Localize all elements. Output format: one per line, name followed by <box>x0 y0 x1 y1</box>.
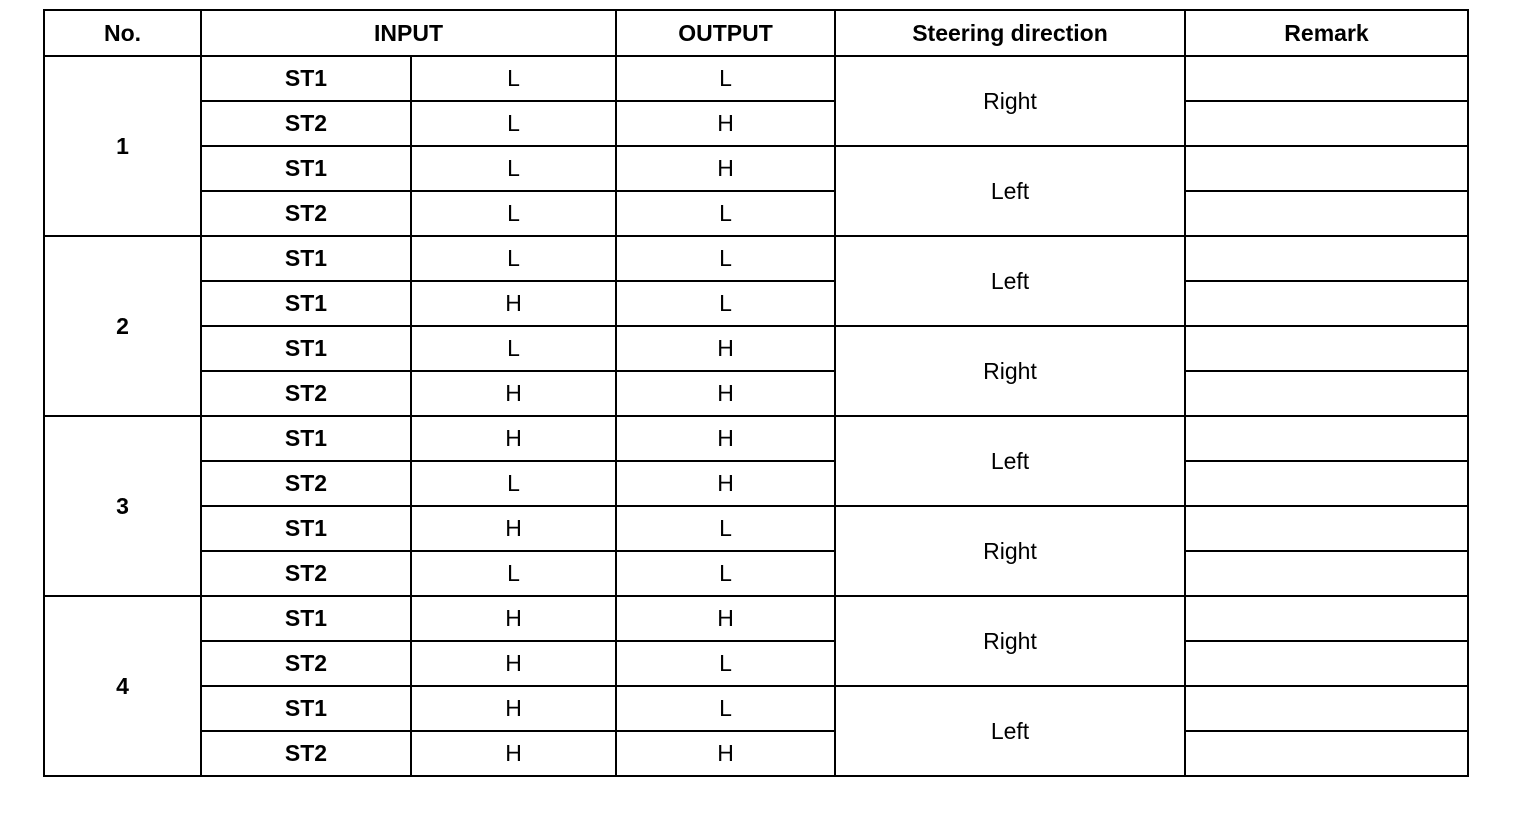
remark-cell <box>1185 146 1468 191</box>
steering-direction-cell: Left <box>835 146 1185 236</box>
steering-direction-cell: Left <box>835 236 1185 326</box>
header-no: No. <box>44 10 201 56</box>
remark-cell <box>1185 641 1468 686</box>
input-signal-cell: ST1 <box>201 326 411 371</box>
steering-direction-cell: Left <box>835 686 1185 776</box>
input-level-cell: H <box>411 596 616 641</box>
remark-cell <box>1185 596 1468 641</box>
steering-direction-cell: Right <box>835 596 1185 686</box>
input-signal-cell: ST1 <box>201 596 411 641</box>
input-level-cell: L <box>411 101 616 146</box>
header-remark: Remark <box>1185 10 1468 56</box>
input-level-cell: H <box>411 281 616 326</box>
output-level-cell: L <box>616 281 835 326</box>
remark-cell <box>1185 101 1468 146</box>
input-level-cell: L <box>411 326 616 371</box>
header-input: INPUT <box>201 10 616 56</box>
output-level-cell: H <box>616 416 835 461</box>
steering-direction-cell: Left <box>835 416 1185 506</box>
output-level-cell: L <box>616 641 835 686</box>
steering-direction-cell: Right <box>835 326 1185 416</box>
steering-direction-cell: Right <box>835 506 1185 596</box>
remark-cell <box>1185 281 1468 326</box>
table-row <box>44 101 1468 146</box>
input-signal-cell: ST2 <box>201 731 411 776</box>
table-row <box>44 596 1468 641</box>
input-level-cell: H <box>411 641 616 686</box>
input-level-cell: H <box>411 506 616 551</box>
output-level-cell: L <box>616 686 835 731</box>
header-output: OUTPUT <box>616 10 835 56</box>
input-signal-cell: ST2 <box>201 101 411 146</box>
table-row <box>44 371 1468 416</box>
group-number-cell: 1 <box>44 56 201 236</box>
output-level-cell: H <box>616 731 835 776</box>
header-steering-direction: Steering direction <box>835 10 1185 56</box>
output-level-cell: H <box>616 101 835 146</box>
remark-cell <box>1185 731 1468 776</box>
input-signal-cell: ST1 <box>201 281 411 326</box>
table-row <box>44 641 1468 686</box>
group-number-cell: 3 <box>44 416 201 596</box>
remark-cell <box>1185 686 1468 731</box>
input-signal-cell: ST2 <box>201 191 411 236</box>
remark-cell <box>1185 506 1468 551</box>
input-level-cell: L <box>411 236 616 281</box>
table-row <box>44 551 1468 596</box>
output-level-cell: L <box>616 506 835 551</box>
input-signal-cell: ST1 <box>201 506 411 551</box>
remark-cell <box>1185 236 1468 281</box>
output-level-cell: L <box>616 56 835 101</box>
input-signal-cell: ST2 <box>201 461 411 506</box>
input-level-cell: H <box>411 686 616 731</box>
table-row <box>44 461 1468 506</box>
table-row <box>44 281 1468 326</box>
output-level-cell: H <box>616 146 835 191</box>
input-signal-cell: ST1 <box>201 416 411 461</box>
input-signal-cell: ST2 <box>201 641 411 686</box>
header-row <box>44 10 1468 56</box>
output-level-cell: H <box>616 596 835 641</box>
output-level-cell: H <box>616 461 835 506</box>
remark-cell <box>1185 326 1468 371</box>
table-row <box>44 686 1468 731</box>
input-level-cell: L <box>411 461 616 506</box>
input-signal-cell: ST1 <box>201 146 411 191</box>
input-level-cell: L <box>411 146 616 191</box>
output-level-cell: L <box>616 191 835 236</box>
output-level-cell: H <box>616 326 835 371</box>
input-level-cell: L <box>411 191 616 236</box>
output-level-cell: H <box>616 371 835 416</box>
input-level-cell: L <box>411 56 616 101</box>
steering-logic-table <box>43 9 1469 777</box>
group-number-cell: 4 <box>44 596 201 776</box>
input-signal-cell: ST2 <box>201 371 411 416</box>
input-level-cell: L <box>411 551 616 596</box>
input-level-cell: H <box>411 371 616 416</box>
table-row <box>44 56 1468 101</box>
table-row <box>44 506 1468 551</box>
remark-cell <box>1185 191 1468 236</box>
table-row <box>44 146 1468 191</box>
table-row <box>44 191 1468 236</box>
output-level-cell: L <box>616 551 835 596</box>
remark-cell <box>1185 461 1468 506</box>
remark-cell <box>1185 56 1468 101</box>
remark-cell <box>1185 371 1468 416</box>
input-level-cell: H <box>411 731 616 776</box>
remark-cell <box>1185 416 1468 461</box>
input-signal-cell: ST1 <box>201 56 411 101</box>
input-signal-cell: ST1 <box>201 236 411 281</box>
steering-direction-cell: Right <box>835 56 1185 146</box>
table-row <box>44 416 1468 461</box>
input-signal-cell: ST2 <box>201 551 411 596</box>
input-level-cell: H <box>411 416 616 461</box>
output-level-cell: L <box>616 236 835 281</box>
table-row <box>44 326 1468 371</box>
table-row <box>44 236 1468 281</box>
input-signal-cell: ST1 <box>201 686 411 731</box>
group-number-cell: 2 <box>44 236 201 416</box>
remark-cell <box>1185 551 1468 596</box>
table-row <box>44 731 1468 776</box>
